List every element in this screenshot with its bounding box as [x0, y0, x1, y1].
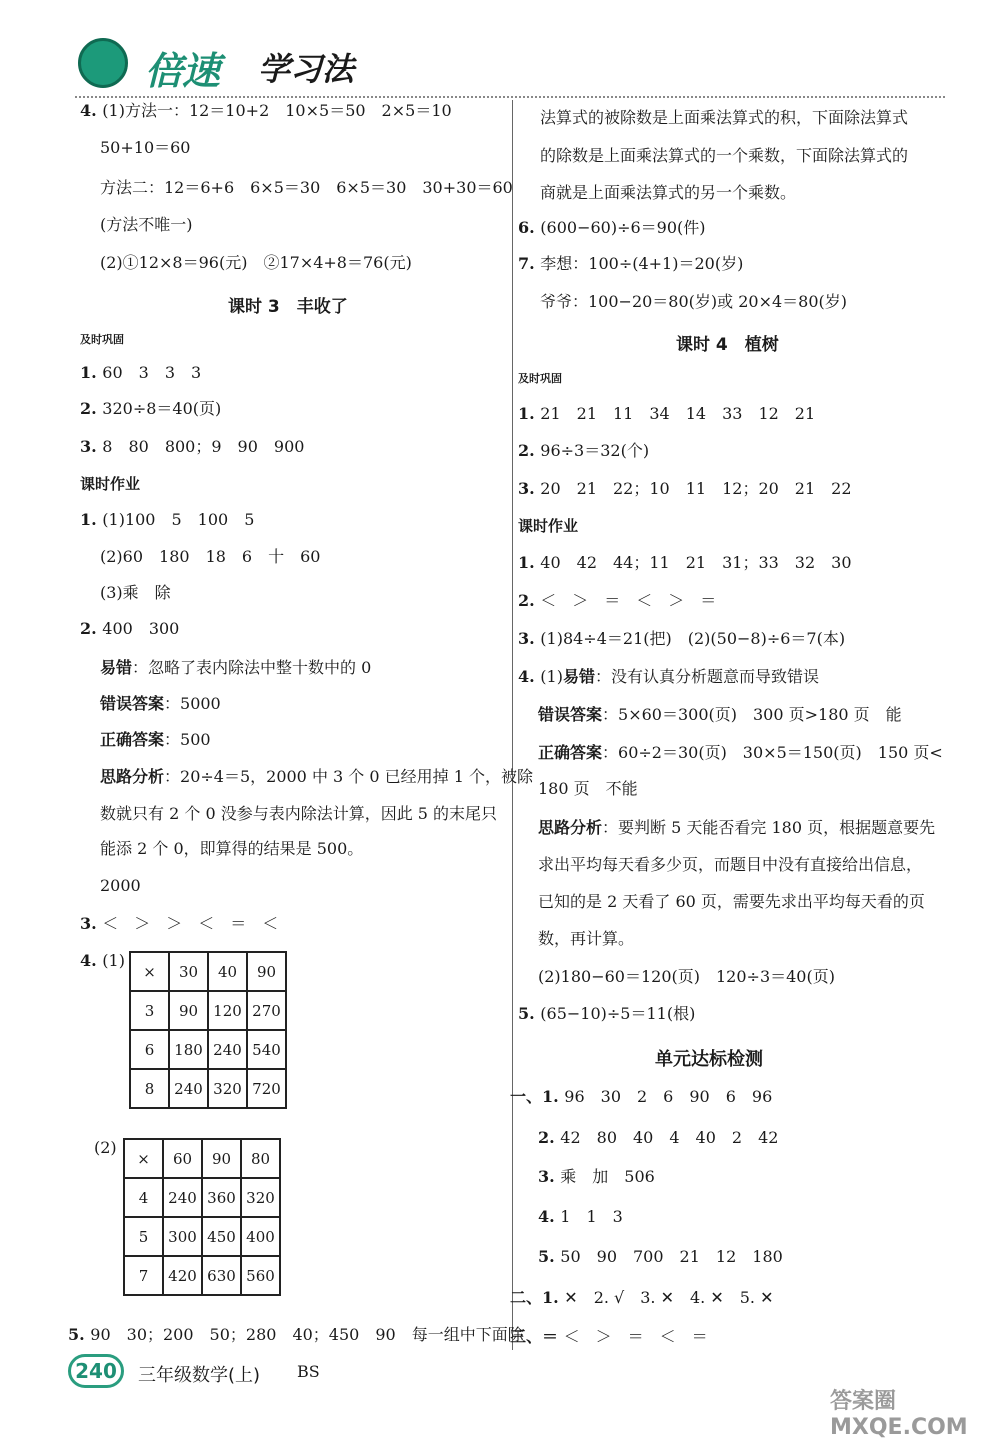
table-header-cell: 4: [124, 1178, 163, 1217]
unit-test-title: 单元达标检测: [655, 1049, 763, 1070]
table-cell: 300: [163, 1217, 202, 1256]
table-cell: 90: [169, 991, 208, 1030]
table-cell: 400: [241, 1217, 280, 1256]
right-p2: 的除数是上面乘法算式的一个乘数，下面除法算式的: [540, 146, 909, 165]
left-q4-line-e: (2)①12×8＝96(元) ②17×4+8＝76(元): [100, 253, 412, 272]
right-h5: 5. (65−10)÷5＝11(根): [518, 1004, 696, 1023]
left-h2: 2. 400 300: [80, 619, 180, 638]
right-q7a: 7. 李想：100÷(4+1)＝20(岁): [518, 254, 744, 273]
right-q7b: 爷爷：100−20＝80(岁)或 20×4＝80(岁): [540, 292, 848, 311]
book-subject: 三年级数学(上): [138, 1365, 261, 1386]
page-number-badge: 240: [68, 1354, 124, 1388]
left-h1c: (3)乘 除: [100, 583, 171, 602]
table-cell: 320: [208, 1069, 247, 1108]
table-cell: 560: [241, 1256, 280, 1295]
right-analysis-3: 已知的是 2 天看了 60 页，需要先求出平均每天看的页: [538, 892, 925, 911]
table-header-cell: 3: [130, 991, 169, 1030]
header-divider: [75, 96, 945, 98]
right-c1: 1. 21 21 11 34 14 33 12 21: [518, 404, 816, 423]
left-h4-1: 4. (1): [80, 951, 125, 970]
left-right-line: 正确答案：500: [100, 730, 211, 749]
table-cell: 320: [241, 1178, 280, 1217]
left-q4-line-c: 方法二：12＝6+6 6×5＝30 6×5＝30 30+30＝60: [100, 178, 513, 197]
right-p3: 商就是上面乘法算式的另一个乘数。: [540, 183, 797, 202]
right-h4-err: 4. (1)易错：没有认真分析题意而导致错误: [518, 667, 819, 686]
right-s1-2: 2. 42 80 40 4 40 2 42: [538, 1128, 779, 1147]
left-consolidate-label: 及时巩固: [80, 333, 124, 346]
table-cell: 420: [163, 1256, 202, 1295]
right-s1-1: 一、1. 96 30 2 6 90 6 96: [510, 1087, 773, 1106]
table-header-cell: 5: [124, 1217, 163, 1256]
left-q4-line-d: (方法不唯一): [100, 215, 193, 234]
table-header-cell: 8: [130, 1069, 169, 1108]
table-cell: 720: [247, 1069, 286, 1108]
right-consolidate-label: 及时巩固: [518, 372, 562, 385]
table-header-cell: 90: [202, 1139, 241, 1178]
table-header-cell: 90: [247, 952, 286, 991]
left-c2: 2. 320÷8＝40(页): [80, 399, 222, 418]
left-c1: 1. 60 3 3 3: [80, 363, 202, 382]
table-row: [124, 1256, 280, 1295]
column-divider: [512, 100, 513, 1350]
right-c3: 3. 20 21 22；10 11 12；20 21 22: [518, 479, 852, 498]
right-right-line: 正确答案：60÷2＝30(页) 30×5＝150(页) 150 页<: [538, 743, 943, 762]
left-h2-extra: 2000: [100, 876, 141, 895]
table-cell: 450: [202, 1217, 241, 1256]
table-cell: 630: [202, 1256, 241, 1295]
lesson-4-title: 课时 4 植树: [676, 335, 779, 355]
table-header-cell: 30: [169, 952, 208, 991]
right-c2: 2. 96÷3＝32(个): [518, 441, 650, 460]
table-cell: 120: [208, 991, 247, 1030]
table-cell: 360: [202, 1178, 241, 1217]
right-h3: 3. (1)84÷4＝21(把) (2)(50−8)÷6＝7(本): [518, 629, 846, 648]
left-h3: 3. ＜ ＞ ＞ ＜ ＝ ＜: [80, 914, 279, 933]
left-analysis-2: 数就只有 2 个 0 没参与表内除法计算，因此 5 的末尾只: [100, 804, 498, 823]
table-header-cell: ×: [130, 952, 169, 991]
right-s3: 三、＝ ＜ ＞ ＝ ＜ ＝: [510, 1327, 708, 1346]
multiplication-table-1: [129, 951, 287, 1109]
right-h2: 2. ＜ ＞ ＝ ＜ ＞ ＝: [518, 591, 717, 610]
right-p1: 法算式的被除数是上面乘法算式的积，下面除法算式: [540, 108, 909, 127]
table-row: [124, 1178, 280, 1217]
right-analysis-1: 思路分析：要判断 5 天能否看完 180 页，根据题意要先: [538, 818, 936, 837]
table-header-cell: ×: [124, 1139, 163, 1178]
right-s1-5: 5. 50 90 700 21 12 180: [538, 1247, 783, 1266]
right-h1: 1. 40 42 44；11 21 31；33 32 30: [518, 553, 852, 572]
multiplication-table-2: [123, 1138, 281, 1296]
right-analysis-2: 求出平均每天看多少页，而题目中没有直接给出信息，: [538, 855, 923, 874]
edition-code: BS: [297, 1362, 320, 1381]
right-wrong-line: 错误答案：5×60＝300(页) 300 页>180 页 能: [538, 705, 902, 724]
right-s1-4: 4. 1 1 3: [538, 1207, 623, 1226]
left-homework-label: 课时作业: [80, 475, 141, 493]
brand-title-sub: 学习法: [258, 50, 355, 88]
left-q4-line-a: 4. (1)方法一：12＝10+2 10×5＝50 2×5＝10: [80, 101, 452, 120]
watermark: 答案圈 MXQE.COM: [830, 1389, 968, 1440]
lesson-3-title: 课时 3 丰收了: [228, 297, 348, 317]
left-wrong-line: 错误答案：5000: [100, 694, 221, 713]
left-analysis-3: 能添 2 个 0，即算得的结果是 500。: [100, 839, 364, 858]
brand-title-main: 倍速: [145, 49, 220, 93]
table-header-cell: 6: [130, 1030, 169, 1069]
table-row: [130, 1030, 286, 1069]
table-cell: 270: [247, 991, 286, 1030]
right-s1-3: 3. 乘 加 506: [538, 1167, 655, 1186]
right-s2: 二、1. ✕ 2. √ 3. ✕ 4. ✕ 5. ✕: [510, 1288, 774, 1307]
table-header-cell: 60: [163, 1139, 202, 1178]
right-analysis-4: 数，再计算。: [538, 929, 635, 948]
table-cell: 180: [169, 1030, 208, 1069]
table-row: [124, 1139, 280, 1178]
right-h4-2: (2)180−60＝120(页) 120÷3＝40(页): [538, 967, 835, 986]
left-h5: 5. 90 30；200 50；280 40；450 90 每一组中下面除: [68, 1325, 524, 1344]
table-row: [124, 1217, 280, 1256]
table-header-cell: 40: [208, 952, 247, 991]
right-q6: 6. (600−60)÷6＝90(件): [518, 218, 706, 237]
table-header-cell: 80: [241, 1139, 280, 1178]
left-q4-line-b: 50+10＝60: [100, 138, 191, 157]
table-row: [130, 991, 286, 1030]
table-cell: 240: [169, 1069, 208, 1108]
left-c3: 3. 8 80 800；9 90 900: [80, 437, 305, 456]
brand-logo-icon: [78, 38, 128, 88]
right-homework-label: 课时作业: [518, 517, 579, 535]
table-row: [130, 952, 286, 991]
left-err-line: 易错：忽略了表内除法中整十数中的 0: [100, 658, 372, 677]
left-h4-2: (2): [94, 1138, 117, 1157]
table-row: [130, 1069, 286, 1108]
table-header-cell: 7: [124, 1256, 163, 1295]
left-analysis-1: 思路分析：20÷4＝5，2000 中 3 个 0 已经用掉 1 个，被除: [100, 767, 534, 786]
table-cell: 540: [247, 1030, 286, 1069]
right-right-line-2: 180 页 不能: [538, 779, 638, 798]
table-cell: 240: [163, 1178, 202, 1217]
table-cell: 240: [208, 1030, 247, 1069]
left-h1a: 1. (1)100 5 100 5: [80, 510, 255, 529]
left-h1b: (2)60 180 18 6 十 60: [100, 547, 321, 566]
